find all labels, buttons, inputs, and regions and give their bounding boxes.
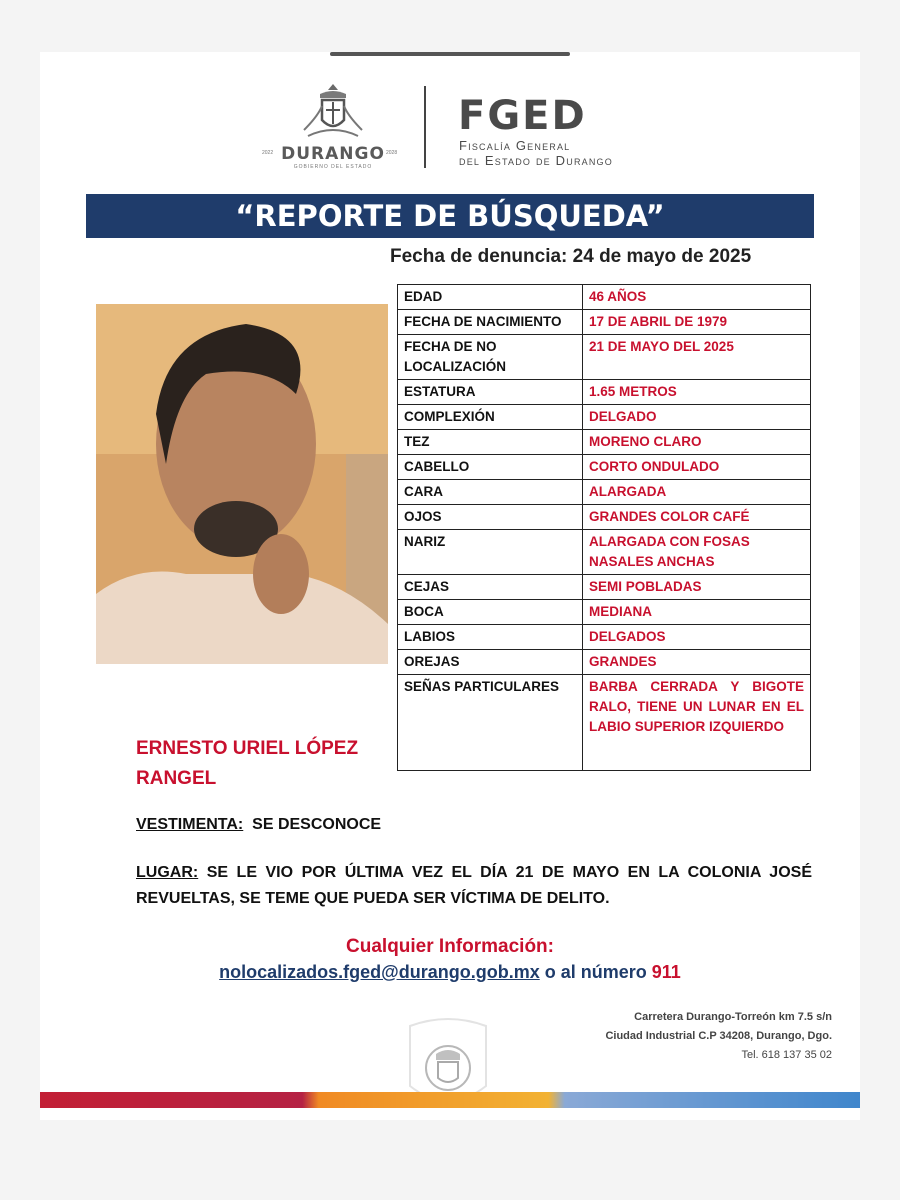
table-row <box>398 285 811 310</box>
row-value-edad: 46 AÑOS <box>583 285 811 310</box>
row-value-orejas: GRANDES <box>583 650 811 675</box>
durango-logo <box>258 80 408 175</box>
row-value-senas: BARBA CERRADA Y BIGOTE RALO, TIENE UN LUNAR EN EL LABIO SUPERIOR IZQUIERDO <box>583 675 811 771</box>
table-row <box>398 380 811 405</box>
contact-title: Cualquier Información: <box>346 936 554 957</box>
table-row <box>398 310 811 335</box>
row-label-no-localizacion: FECHA DE NO LOCALIZACIÓN <box>398 335 583 380</box>
row-label-cabello: CABELLO <box>398 455 583 480</box>
logo-divider <box>424 86 426 168</box>
fged-subtitle-line2: del Estado de Durango <box>459 152 613 168</box>
table-row <box>398 455 811 480</box>
row-label-cara: CARA <box>398 480 583 505</box>
report-date: Fecha de denuncia: 24 de mayo de 2025 <box>390 246 752 267</box>
table-row <box>398 430 811 455</box>
table-row <box>398 600 811 625</box>
row-value-nariz: ALARGADA CON FOSAS NASALES ANCHAS <box>583 530 811 575</box>
table-row <box>398 405 811 430</box>
address-line1: Carretera Durango-Torreón km 7.5 s/n <box>634 1011 832 1023</box>
footer-color-stripe <box>40 1092 860 1108</box>
vestimenta-value: SE DESCONOCE <box>252 816 382 833</box>
table-row <box>398 675 811 771</box>
durango-crest-icon <box>298 80 368 142</box>
table-row <box>398 335 811 380</box>
row-value-nacimiento: 17 DE ABRIL DE 1979 <box>583 310 811 335</box>
row-value-cara: ALARGADA <box>583 480 811 505</box>
fged-title: FGED <box>458 93 587 139</box>
address-block <box>605 1008 832 1065</box>
row-label-estatura: ESTATURA <box>398 380 583 405</box>
details-table <box>397 284 811 771</box>
table-row <box>398 480 811 505</box>
row-value-ojos: GRANDES COLOR CAFÉ <box>583 505 811 530</box>
row-label-nacimiento: FECHA DE NACIMIENTO <box>398 310 583 335</box>
durango-subtitle: GOBIERNO DEL ESTADO <box>293 164 373 170</box>
durango-wordmark: DURANGO <box>281 144 385 164</box>
row-value-boca: MEDIANA <box>583 600 811 625</box>
row-label-tez: TEZ <box>398 430 583 455</box>
missing-person-photo <box>96 304 388 664</box>
row-value-tez: MORENO CLARO <box>583 430 811 455</box>
address-phone: Tel. 618 137 35 02 <box>741 1049 832 1061</box>
row-value-complexion: DELGADO <box>583 405 811 430</box>
vestimenta-label: VESTIMENTA: <box>136 816 244 833</box>
contact-middle-text: o al número <box>544 962 647 982</box>
durango-year-left: 2022 <box>262 150 274 156</box>
address-line2: Ciudad Industrial C.P 34208, Durango, Dgo. <box>605 1030 832 1042</box>
contact-email-link[interactable]: nolocalizados.fged@durango.gob.mx <box>219 962 540 982</box>
row-value-estatura: 1.65 METROS <box>583 380 811 405</box>
lugar-label: LUGAR: <box>136 864 199 881</box>
durango-year-right: 2028 <box>386 150 398 156</box>
row-label-orejas: OREJAS <box>398 650 583 675</box>
table-row <box>398 505 811 530</box>
fged-subtitle-line1: Fiscalía General <box>459 138 571 153</box>
row-label-senas: SEÑAS PARTICULARES <box>398 675 583 771</box>
contact-line <box>0 962 900 983</box>
row-label-cejas: CEJAS <box>398 575 583 600</box>
lugar-paragraph <box>136 860 812 912</box>
table-row <box>398 530 811 575</box>
vestimenta-line <box>136 816 381 834</box>
contact-phone-number: 911 <box>651 962 681 982</box>
row-label-nariz: NARIZ <box>398 530 583 575</box>
report-banner: “REPORTE DE BÚSQUEDA” <box>86 194 814 238</box>
row-value-cejas: SEMI POBLADAS <box>583 575 811 600</box>
row-value-cabello: CORTO ONDULADO <box>583 455 811 480</box>
row-value-no-localizacion: 21 DE MAYO DEL 2025 <box>583 335 811 380</box>
row-label-ojos: OJOS <box>398 505 583 530</box>
row-label-edad: EDAD <box>398 285 583 310</box>
row-value-labios: DELGADOS <box>583 625 811 650</box>
row-label-complexion: COMPLEXIÓN <box>398 405 583 430</box>
fged-subtitle <box>459 139 613 169</box>
row-label-boca: BOCA <box>398 600 583 625</box>
row-label-labios: LABIOS <box>398 625 583 650</box>
person-name: ERNESTO URIEL LÓPEZ RANGEL <box>136 738 359 789</box>
table-row <box>398 575 811 600</box>
person-portrait-icon <box>96 304 388 664</box>
lugar-value: SE LE VIO POR ÚLTIMA VEZ EL DÍA 21 DE MAYO EN LA COLONIA JOSÉ REVUELTAS, SE TEME QUE PUEDA SER VÍCTIMA DE DELITO. <box>136 864 812 907</box>
top-rule <box>330 52 570 56</box>
table-row <box>398 650 811 675</box>
table-row <box>398 625 811 650</box>
